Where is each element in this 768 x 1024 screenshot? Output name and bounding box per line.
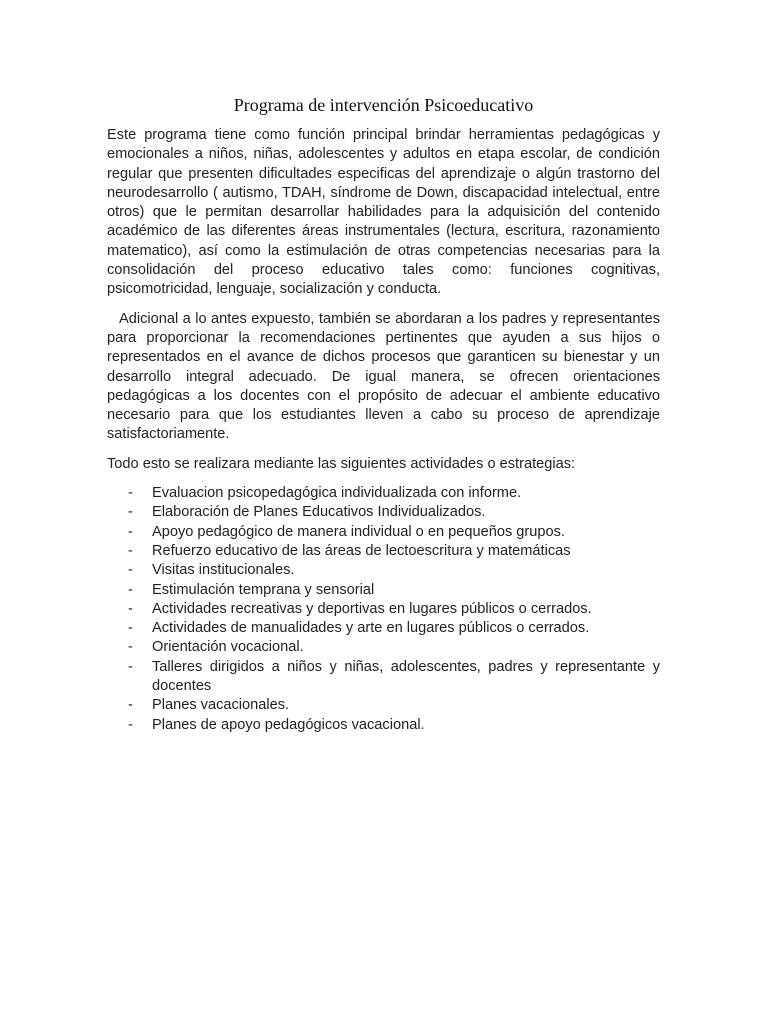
list-item-text: Orientación vocacional. bbox=[152, 639, 304, 656]
list-item-text: Planes vacacionales. bbox=[152, 697, 290, 714]
document-title: Programa de intervención Psicoeducativo bbox=[233, 95, 534, 115]
list-item bbox=[107, 523, 660, 542]
list-item bbox=[107, 581, 660, 600]
dash-bullet-icon: - bbox=[128, 620, 133, 637]
list-item-text: Visitas institucionales. bbox=[152, 562, 295, 579]
list-item-text: Actividades recreativas y deportivas en lugares públicos o cerrados. bbox=[152, 600, 592, 617]
list-item-text: Planes de apoyo pedagógicos vacacional. bbox=[152, 716, 425, 733]
list-item-text: Elaboración de Planes Educativos Individualizados. bbox=[152, 504, 486, 521]
list-item bbox=[107, 542, 660, 561]
list-item bbox=[107, 658, 660, 697]
dash-bullet-icon: - bbox=[128, 523, 133, 540]
dash-bullet-icon: - bbox=[128, 639, 133, 656]
list-item bbox=[107, 716, 660, 735]
list-item-text: Actividades de manualidades y arte en lugares públicos o cerrados. bbox=[152, 620, 590, 637]
list-item bbox=[107, 600, 660, 619]
list-item bbox=[107, 619, 660, 638]
paragraph-activities-lead: Todo esto se realizara mediante las siguientes actividades o estrategias: bbox=[107, 455, 576, 472]
list-item bbox=[107, 561, 660, 580]
activities-list bbox=[107, 484, 660, 735]
dash-bullet-icon: - bbox=[128, 716, 133, 733]
list-item bbox=[107, 484, 660, 503]
document-page bbox=[107, 94, 660, 735]
list-item bbox=[107, 696, 660, 715]
paragraph-parents: Adicional a lo antes expuesto, también se abordaran a los padres y representantes para proporcionar la recomendaciones pertinentes que ayuden a sus hijos o representados en el avance de dichos procesos que garanticen su bienestar y un desarrollo integral adecuado. De igual manera, se ofrecen orientaciones pedagógicas a los docentes con el propósito de adecuar el ambiente educativo necesario para que los estudiantes lleven a cabo su proceso de aprendizaje satisfactoriamente. bbox=[107, 310, 660, 443]
list-item-text: Refuerzo educativo de las áreas de lectoescritura y matemáticas bbox=[152, 542, 571, 559]
dash-bullet-icon: - bbox=[128, 485, 133, 502]
list-item-text: Evaluacion psicopedagógica individualizada con informe. bbox=[152, 485, 522, 502]
list-item-text: Talleres dirigidos a niños y niñas, adolescentes, padres y representante y docentes bbox=[152, 658, 660, 695]
dash-bullet-icon: - bbox=[128, 581, 133, 598]
dash-bullet-icon: - bbox=[128, 562, 133, 579]
list-item bbox=[107, 638, 660, 657]
list-item bbox=[107, 503, 660, 522]
dash-bullet-icon: - bbox=[128, 504, 133, 521]
dash-bullet-icon: - bbox=[128, 658, 133, 675]
dash-bullet-icon: - bbox=[128, 697, 133, 714]
paragraph-intro: Este programa tiene como función principal brindar herramientas pedagógicas y emocionales a niños, niñas, adolescentes y adultos en etapa escolar, de condición regular que presenten dificultades especificas del aprendizaje o algún trastorno del neurodesarrollo ( autismo, TDAH, síndrome de Down, discapacidad intelectual, entre otros) que le permitan desarrollar habilidades para la adquisición del contenido académico de las diferentes áreas instrumentales (lectura, escritura, razonamiento matematico), así como la estimulación de otras competencias necesarias para la consolidación del proceso educativo tales como: funciones cognitivas, psicomotricidad, lenguaje, socialización y conducta. bbox=[107, 127, 660, 298]
dash-bullet-icon: - bbox=[128, 600, 133, 617]
dash-bullet-icon: - bbox=[128, 542, 133, 559]
list-item-text: Estimulación temprana y sensorial bbox=[152, 581, 375, 598]
list-item-text: Apoyo pedagógico de manera individual o en pequeños grupos. bbox=[152, 523, 565, 540]
